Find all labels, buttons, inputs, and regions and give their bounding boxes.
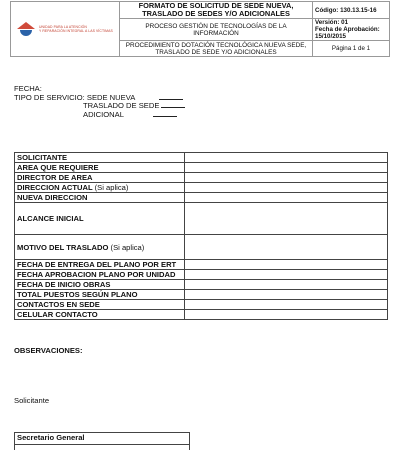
logo-text: UNIDAD PARA LA ATENCIÓN Y REPARACIÓN INTEGRAL A LAS VÍCTIMAS xyxy=(39,25,113,33)
form-row xyxy=(15,260,388,270)
doc-version: Versión: 01 Fecha de Aprobación: 15/10/2015 xyxy=(313,19,390,41)
document-header xyxy=(10,1,390,57)
secretary-label: Secretario General xyxy=(17,433,85,442)
form-row-label: AREA QUE REQUIERE xyxy=(15,163,185,173)
form-row-note: (Si aplica) xyxy=(94,183,129,192)
form-row-value-field[interactable] xyxy=(185,163,388,173)
form-row xyxy=(15,270,388,280)
form-row-value-field[interactable] xyxy=(185,290,388,300)
secretary-line xyxy=(15,444,189,445)
logo-mark-icon xyxy=(17,22,35,36)
logo-cell xyxy=(11,2,120,57)
option-additional: ADICIONAL xyxy=(83,110,124,119)
option-new-site: SEDE NUEVA xyxy=(86,93,136,102)
form-row-value-field[interactable] xyxy=(185,300,388,310)
form-row-label: DIRECCION ACTUAL (Si aplica) xyxy=(15,183,185,193)
form-row-value-field[interactable] xyxy=(185,153,388,163)
doc-code: Código: 130.13.15-16 xyxy=(313,2,390,19)
form-row-label: FECHA APROBACION PLANO POR UNIDAD xyxy=(15,270,185,280)
new-site-blank[interactable] xyxy=(159,93,183,100)
form-row xyxy=(15,235,388,260)
form-row xyxy=(15,193,388,203)
form-row-note: (Si aplica) xyxy=(110,242,145,252)
form-row-label: MOTIVO DEL TRASLADO (Si aplica) xyxy=(15,235,185,260)
form-row-value-field[interactable] xyxy=(185,270,388,280)
form-row-value-field[interactable] xyxy=(185,183,388,193)
new-site-blank-wrap xyxy=(157,93,183,102)
form-row-value-field[interactable] xyxy=(185,235,388,260)
option-additional-line xyxy=(83,110,177,119)
form-row-label: ALCANCE INICIAL xyxy=(15,203,185,235)
form-row xyxy=(15,300,388,310)
option-transfer-line xyxy=(83,101,185,110)
form-title: FORMATO DE SOLICITUD DE SEDE NUEVA, TRASLADO DE SEDES Y/O ADICIONALES xyxy=(120,2,313,19)
form-row xyxy=(15,310,388,320)
form-row-label: SOLICITANTE xyxy=(15,153,185,163)
form-row-value-field[interactable] xyxy=(185,203,388,235)
form-row xyxy=(15,163,388,173)
form-row-label: NUEVA DIRECCION xyxy=(15,193,185,203)
form-row-label: CELULAR CONTACTO xyxy=(15,310,185,320)
option-transfer: TRASLADO DE SEDE xyxy=(83,101,160,110)
form-row xyxy=(15,290,388,300)
signature-label: Solicitante xyxy=(14,396,50,405)
form-row-label: FECHA DE INICIO OBRAS xyxy=(15,280,185,290)
form-row xyxy=(15,153,388,163)
unidad-victimas-logo xyxy=(13,22,117,36)
secretary-box xyxy=(14,432,190,450)
form-row-label: CONTACTOS EN SEDE xyxy=(15,300,185,310)
transfer-blank[interactable] xyxy=(161,101,185,108)
form-row xyxy=(15,280,388,290)
page-number: Página 1 de 1 xyxy=(313,41,390,57)
observations-label: OBSERVACIONES: xyxy=(14,346,83,355)
form-row xyxy=(15,203,388,235)
form-row-value-field[interactable] xyxy=(185,193,388,203)
form-row-label: DIRECTOR DE AREA xyxy=(15,173,185,183)
procedure-name: PROCEDIMIENTO DOTACIÓN TECNOLÓGICA NUEVA SEDE, TRASLADO DE SEDE Y/O ADICIONALES xyxy=(120,41,313,57)
form-row-label: FECHA DE ENTREGA DEL PLANO POR ERT xyxy=(15,260,185,270)
form-row xyxy=(15,183,388,193)
additional-blank[interactable] xyxy=(153,110,177,117)
form-row-label: TOTAL PUESTOS SEGÚN PLANO xyxy=(15,290,185,300)
service-type-label: TIPO DE SERVICIO: xyxy=(14,93,85,102)
form-row-value-field[interactable] xyxy=(185,173,388,183)
form-row-value-field[interactable] xyxy=(185,310,388,320)
form-row-value-field[interactable] xyxy=(185,280,388,290)
request-form-table xyxy=(14,152,388,320)
fecha-label: FECHA: xyxy=(14,84,42,93)
process-name: PROCESO GESTIÓN DE TECNOLOGÍAS DE LA INFORMACIÓN xyxy=(120,19,313,41)
form-row-value-field[interactable] xyxy=(185,260,388,270)
form-row xyxy=(15,173,388,183)
